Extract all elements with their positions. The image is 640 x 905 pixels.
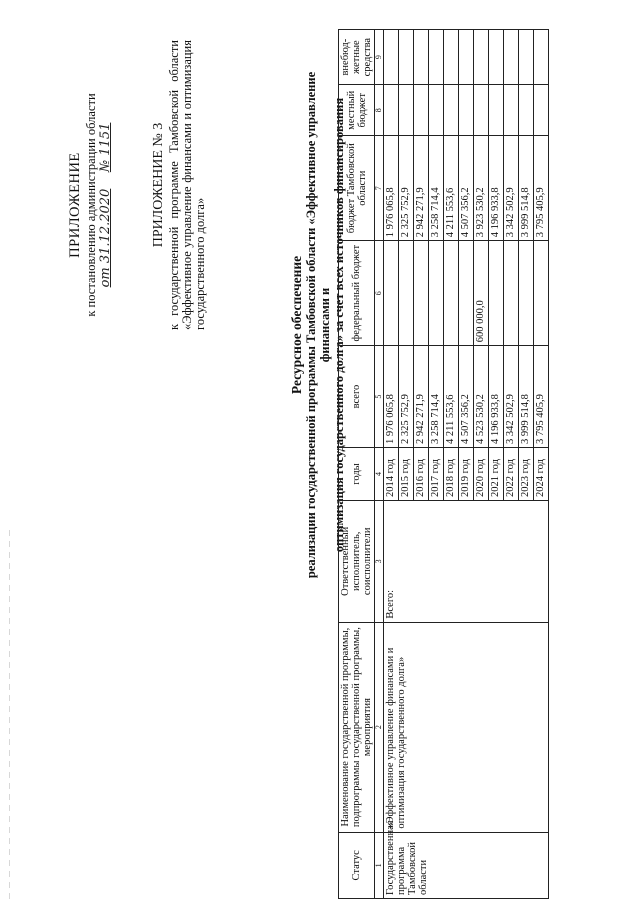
- year-cell: 2016 год: [414, 447, 429, 500]
- regional-cell: 1 976 065,8: [384, 136, 399, 241]
- local-cell: [459, 85, 474, 136]
- federal-cell: [534, 241, 549, 346]
- annex-text: к государственной программе Тамбовской области «Эффективное управление финансами и оптимизация государственного долга»: [167, 40, 207, 330]
- extrabudgetary-cell: [459, 30, 474, 85]
- total-cell: 1 976 065,8: [384, 346, 399, 448]
- column-number: 4: [375, 447, 384, 500]
- year-cell: 2020 год: [474, 447, 489, 500]
- handwritten-date: от 31.12.2020: [98, 188, 113, 288]
- regional-cell: 3 258 714,4: [429, 136, 444, 241]
- total-cell: 4 507 356,2: [459, 346, 474, 448]
- column-number: 1: [375, 832, 384, 898]
- federal-cell: [519, 241, 534, 346]
- federal-cell: 600 000,0: [474, 241, 489, 346]
- column-number: 2: [375, 622, 384, 832]
- regional-cell: 4 196 933,8: [489, 136, 504, 241]
- regional-cell: 4 211 553,6: [444, 136, 459, 241]
- status-cell: Государственная программа Тамбовской области: [384, 832, 549, 898]
- column-number: 6: [375, 241, 384, 346]
- header-executor: Ответственный исполнитель, соисполнители: [339, 501, 375, 623]
- federal-cell: [384, 241, 399, 346]
- column-number: 8: [375, 85, 384, 136]
- extrabudgetary-cell: [519, 30, 534, 85]
- local-cell: [384, 85, 399, 136]
- annex-title: ПРИЛОЖЕНИЕ № 3: [151, 122, 166, 248]
- handwritten-number: № 1151: [98, 122, 113, 173]
- local-cell: [474, 85, 489, 136]
- total-cell: 3 999 514,8: [519, 346, 534, 448]
- column-number: 7: [375, 136, 384, 241]
- total-cell: 4 523 530,2: [474, 346, 489, 448]
- regional-cell: 3 342 502,9: [504, 136, 519, 241]
- regional-cell: 4 507 356,2: [459, 136, 474, 241]
- column-number: 3: [375, 501, 384, 623]
- column-number: 5: [375, 346, 384, 448]
- total-cell: 2 942 271,9: [414, 346, 429, 448]
- table-row: [384, 30, 399, 899]
- annex-block: [152, 40, 207, 330]
- header-local-budget: местный бюджет: [339, 85, 375, 136]
- handwritten-date-number: [99, 60, 113, 350]
- local-cell: [399, 85, 414, 136]
- local-cell: [519, 85, 534, 136]
- header-extrabudgetary: внебюд-жетные средства: [339, 30, 375, 85]
- extrabudgetary-cell: [534, 30, 549, 85]
- year-cell: 2023 год: [519, 447, 534, 500]
- extrabudgetary-cell: [489, 30, 504, 85]
- header-status: Статус: [339, 832, 375, 898]
- local-cell: [444, 85, 459, 136]
- year-cell: 2018 год: [444, 447, 459, 500]
- extrabudgetary-cell: [474, 30, 489, 85]
- local-cell: [504, 85, 519, 136]
- approval-reference: к постановлению администрации области: [84, 93, 98, 317]
- year-cell: 2022 год: [504, 447, 519, 500]
- federal-cell: [429, 241, 444, 346]
- extrabudgetary-cell: [444, 30, 459, 85]
- header-total: всего: [339, 346, 375, 448]
- column-number-row: [375, 30, 384, 899]
- year-cell: 2015 год: [399, 447, 414, 500]
- regional-cell: 3 923 530,2: [474, 136, 489, 241]
- regional-cell: 2 325 752,9: [399, 136, 414, 241]
- column-number: 9: [375, 30, 384, 85]
- year-cell: 2021 год: [489, 447, 504, 500]
- federal-cell: [399, 241, 414, 346]
- federal-cell: [459, 241, 474, 346]
- total-cell: 3 342 502,9: [504, 346, 519, 448]
- year-cell: 2019 год: [459, 447, 474, 500]
- header-program-name: Наименование государственной программы, подпрограммы государственной программы, мероприятия: [339, 622, 375, 832]
- approval-title: ПРИЛОЖЕНИЕ: [67, 152, 83, 258]
- extrabudgetary-cell: [399, 30, 414, 85]
- regional-cell: 3 999 514,8: [519, 136, 534, 241]
- resource-table: [338, 29, 549, 899]
- regional-cell: 3 795 405,9: [534, 136, 549, 241]
- header-regional-budget: бюджет Тамбовской области: [339, 136, 375, 241]
- local-cell: [429, 85, 444, 136]
- extrabudgetary-cell: [384, 30, 399, 85]
- header-years: годы: [339, 447, 375, 500]
- federal-cell: [414, 241, 429, 346]
- local-cell: [414, 85, 429, 136]
- total-cell: 3 795 405,9: [534, 346, 549, 448]
- extrabudgetary-cell: [429, 30, 444, 85]
- heading-line-1: Ресурсное обеспечение: [289, 255, 304, 395]
- total-cell: 4 211 553,6: [444, 346, 459, 448]
- heading-line-3: оптимизация государственного долга» за счет всех источников финансирования: [332, 97, 346, 553]
- header-federal-budget: федеральный бюджет: [339, 241, 375, 346]
- year-cell: 2024 год: [534, 447, 549, 500]
- program-name-cell: «Эффективное управление финансами и оптимизация государственного долга»: [384, 622, 549, 832]
- local-cell: [489, 85, 504, 136]
- year-cell: 2014 год: [384, 447, 399, 500]
- year-cell: 2017 год: [429, 447, 444, 500]
- federal-cell: [504, 241, 519, 346]
- extrabudgetary-cell: [414, 30, 429, 85]
- regional-cell: 2 942 271,9: [414, 136, 429, 241]
- total-cell: 4 196 933,8: [489, 346, 504, 448]
- total-cell: 3 258 714,4: [429, 346, 444, 448]
- extrabudgetary-cell: [504, 30, 519, 85]
- heading-line-2: реализации государственной программы Тамбовской области «Эффективное управление финансами и: [304, 71, 332, 579]
- local-cell: [534, 85, 549, 136]
- approval-block: [68, 60, 113, 350]
- federal-cell: [444, 241, 459, 346]
- federal-cell: [489, 241, 504, 346]
- executor-cell: Всего:: [384, 501, 549, 623]
- total-cell: 2 325 752,9: [399, 346, 414, 448]
